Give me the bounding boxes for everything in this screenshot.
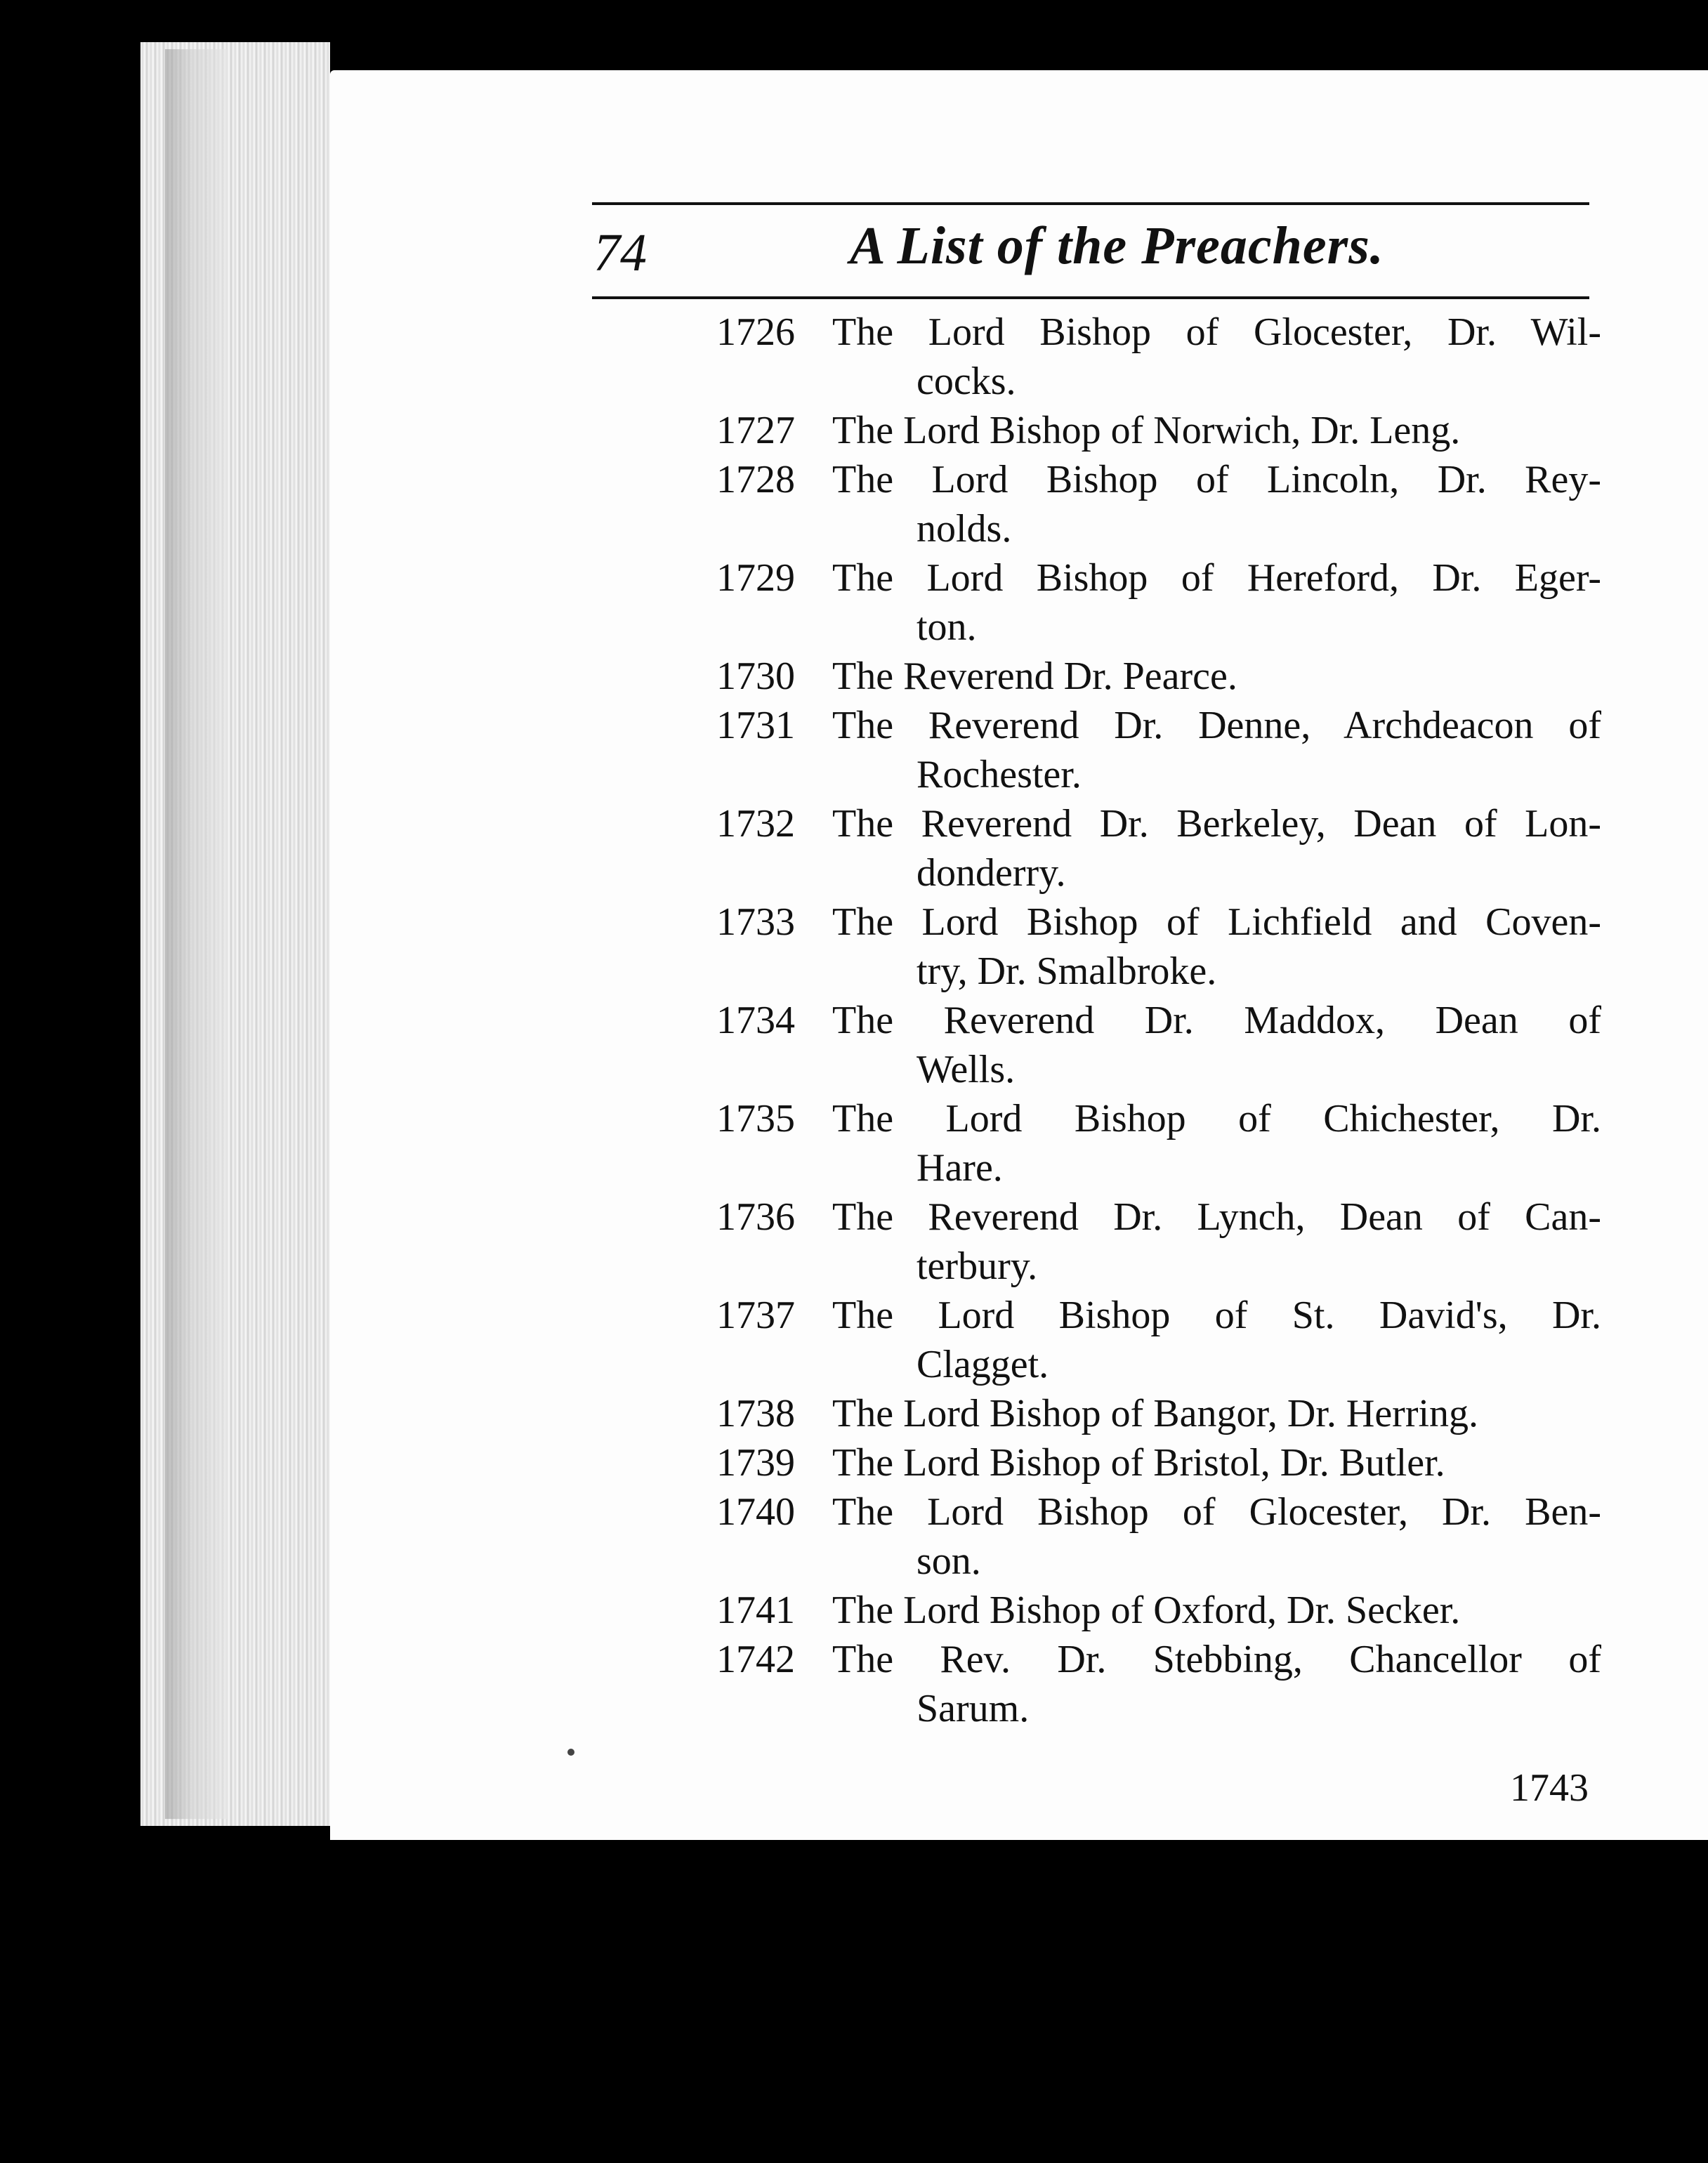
entry-text	[832, 553, 1601, 652]
list-item	[716, 652, 1601, 701]
entry-text	[832, 996, 1601, 1094]
entry-text	[832, 1389, 1601, 1438]
preacher-list	[716, 308, 1601, 1733]
list-item	[716, 1586, 1601, 1635]
entry-text	[832, 1487, 1601, 1586]
entry-line-2: ton.	[917, 605, 977, 649]
list-item	[716, 1487, 1601, 1586]
list-item	[716, 701, 1601, 799]
entry-text	[832, 406, 1601, 455]
entry-line-2: Hare.	[917, 1146, 1003, 1190]
entry-line-1: The Lord Bishop of Chichester, Dr.	[832, 1097, 1601, 1140]
speck	[567, 1749, 574, 1756]
entry-line-1: The Lord Bishop of St. David's, Dr.	[832, 1294, 1601, 1337]
entry-text	[832, 1438, 1601, 1487]
entry-line-1: The Lord Bishop of Oxford, Dr. Secker.	[832, 1589, 1461, 1632]
entry-year: 1728	[716, 458, 795, 501]
entry-year: 1736	[716, 1195, 795, 1239]
list-item	[716, 1192, 1601, 1291]
list-item	[716, 455, 1601, 553]
header-rule-top	[592, 202, 1589, 205]
entry-text	[832, 701, 1601, 799]
list-item	[716, 308, 1601, 406]
entry-year: 1729	[716, 556, 795, 600]
header-rule-bottom	[592, 296, 1589, 299]
page-number: 74	[593, 223, 647, 282]
entry-line-1: The Lord Bishop of Glocester, Dr. Wil-	[832, 310, 1601, 354]
entry-year: 1742	[716, 1638, 795, 1681]
entry-line-2: nolds.	[917, 507, 1012, 551]
list-item	[716, 406, 1601, 455]
list-item	[716, 996, 1601, 1094]
entry-year: 1732	[716, 802, 795, 846]
entry-text	[832, 1192, 1601, 1291]
entry-line-1: The Reverend Dr. Denne, Archdeacon of	[832, 704, 1601, 747]
entry-year: 1738	[716, 1392, 795, 1435]
entry-line-1: The Reverend Dr. Pearce.	[832, 655, 1237, 698]
entry-text	[832, 898, 1601, 996]
entry-year: 1737	[716, 1294, 795, 1337]
entry-year: 1726	[716, 310, 795, 354]
page-edge-shadow	[165, 49, 228, 1819]
list-item	[716, 799, 1601, 898]
entry-line-1: The Lord Bishop of Bristol, Dr. Butler.	[832, 1441, 1445, 1485]
entry-text	[832, 652, 1601, 701]
entry-line-2: Wells.	[917, 1048, 1016, 1091]
running-head: A List of the Preachers.	[850, 216, 1384, 275]
entry-year: 1740	[716, 1490, 795, 1534]
entry-text	[832, 308, 1601, 406]
entry-year: 1735	[716, 1097, 795, 1140]
entry-year: 1727	[716, 409, 795, 452]
entry-year: 1733	[716, 900, 795, 944]
entry-text	[832, 1094, 1601, 1192]
entry-line-1: The Reverend Dr. Lynch, Dean of Can-	[832, 1195, 1601, 1239]
entry-line-2: son.	[917, 1539, 981, 1583]
list-item	[716, 1635, 1601, 1733]
list-item	[716, 1389, 1601, 1438]
catchword: 1743	[1510, 1766, 1589, 1810]
entry-line-2: Rochester.	[917, 753, 1082, 796]
entry-line-2: Sarum.	[917, 1687, 1030, 1730]
entry-line-2: try, Dr. Smalbroke.	[917, 949, 1217, 993]
list-item	[716, 1438, 1601, 1487]
entry-year: 1739	[716, 1441, 795, 1485]
entry-line-2: terbury.	[917, 1244, 1038, 1288]
entry-text	[832, 1291, 1601, 1389]
list-item	[716, 1094, 1601, 1192]
entry-year: 1731	[716, 704, 795, 747]
entry-line-1: The Reverend Dr. Berkeley, Dean of Lon-	[832, 802, 1601, 846]
entry-line-1: The Rev. Dr. Stebbing, Chancellor of	[832, 1638, 1601, 1681]
entry-text	[832, 1635, 1601, 1733]
list-item	[716, 1291, 1601, 1389]
entry-line-1: The Lord Bishop of Hereford, Dr. Eger-	[832, 556, 1601, 600]
entry-text	[832, 1586, 1601, 1635]
list-item	[716, 553, 1601, 652]
entry-year: 1734	[716, 999, 795, 1042]
entry-line-1: The Lord Bishop of Bangor, Dr. Herring.	[832, 1392, 1479, 1435]
entry-text	[832, 455, 1601, 553]
entry-line-1: The Lord Bishop of Glocester, Dr. Ben-	[832, 1490, 1601, 1534]
entry-line-1: The Lord Bishop of Lincoln, Dr. Rey-	[832, 458, 1601, 501]
entry-line-1: The Reverend Dr. Maddox, Dean of	[832, 999, 1601, 1042]
entry-year: 1741	[716, 1589, 795, 1632]
entry-year: 1730	[716, 655, 795, 698]
entry-text	[832, 799, 1601, 898]
entry-line-2: donderry.	[917, 851, 1066, 895]
entry-line-2: Clagget.	[917, 1343, 1049, 1386]
entry-line-1: The Lord Bishop of Lichfield and Coven-	[832, 900, 1601, 944]
entry-line-1: The Lord Bishop of Norwich, Dr. Leng.	[832, 409, 1461, 452]
entry-line-2: cocks.	[917, 360, 1016, 403]
list-item	[716, 898, 1601, 996]
